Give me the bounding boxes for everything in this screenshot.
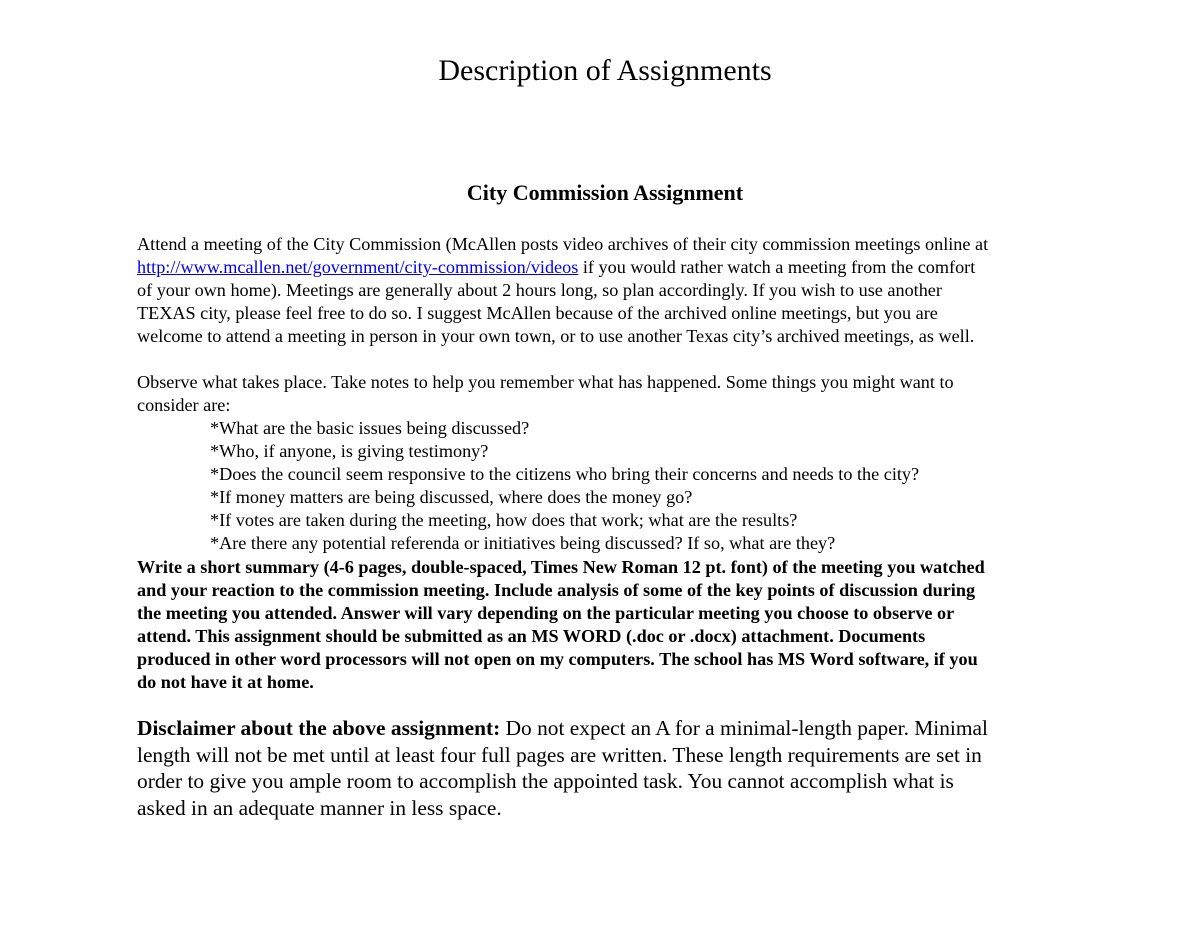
summary-line: and your reaction to the commission meeting. Include analysis of some of the key points of discussion during bbox=[137, 580, 976, 600]
observe-line-1: Observe what takes place. Take notes to help you remember what has happened. Some things you might want to bbox=[137, 372, 954, 392]
disclaimer-text: Do not expect an A for a minimal-length paper. Minimal bbox=[500, 716, 988, 740]
intro-line-4: TEXAS city, please feel free to do so. I suggest McAllen because of the archived online meetings, but you are bbox=[137, 303, 938, 323]
summary-line: attend. This assignment should be submitted as an MS WORD (.doc or .docx) attachment. Documents bbox=[137, 626, 926, 646]
question-item: *If money matters are being discussed, where does the money go? bbox=[210, 487, 693, 507]
question-item: *What are the basic issues being discussed? bbox=[210, 418, 530, 438]
intro-paragraph bbox=[137, 233, 1082, 348]
disclaimer-line: order to give you ample room to accomplish the appointed task. You cannot accomplish what is bbox=[137, 769, 954, 793]
summary-line: do not have it at home. bbox=[137, 672, 314, 692]
observe-paragraph bbox=[137, 371, 1082, 555]
disclaimer-line-1 bbox=[137, 715, 1067, 742]
observe-line-2: consider are: bbox=[137, 395, 231, 415]
disclaimer-line: asked in an adequate manner in less space. bbox=[137, 795, 502, 820]
question-item: *Are there any potential referenda or initiatives being discussed? If so, what are they? bbox=[210, 533, 836, 553]
intro-line-2-text: if you would rather watch a meeting from the comfort bbox=[578, 257, 976, 277]
question-item: *Does the council seem responsive to the citizens who bring their concerns and needs to the city? bbox=[210, 464, 920, 484]
summary-instructions bbox=[137, 556, 1082, 694]
summary-line: the meeting you attended. Answer will vary depending on the particular meeting you choose to observe or bbox=[137, 603, 955, 623]
summary-line: Write a short summary (4-6 pages, double-spaced, Times New Roman 12 pt. font) of the meeting you watched bbox=[137, 557, 985, 577]
section-title: City Commission Assignment bbox=[466, 180, 744, 205]
page-title: Description of Assignments bbox=[438, 54, 772, 87]
disclaimer-paragraph bbox=[137, 715, 1067, 821]
intro-line-2 bbox=[137, 256, 1082, 279]
intro-line-5: welcome to attend a meeting in person in your own town, or to use another Texas city’s archived meetings, as well. bbox=[137, 326, 975, 346]
question-item: *Who, if anyone, is giving testimony? bbox=[210, 441, 489, 461]
summary-line: produced in other word processors will not open on my computers. The school has MS Word software, if you bbox=[137, 649, 978, 669]
intro-line-3: of your own home). Meetings are generally about 2 hours long, so plan accordingly. If you wish to use another bbox=[137, 280, 942, 300]
disclaimer-label: Disclaimer about the above assignment: bbox=[137, 716, 501, 740]
question-item: *If votes are taken during the meeting, how does that work; what are the results? bbox=[210, 510, 798, 530]
disclaimer-line: length will not be met until at least four full pages are written. These length requirements are set in bbox=[137, 742, 982, 767]
mcallen-videos-link[interactable]: http://www.mcallen.net/government/city-commission/videos bbox=[137, 257, 579, 277]
intro-line-1: Attend a meeting of the City Commission (McAllen posts video archives of their city commission meetings online at bbox=[137, 234, 989, 254]
